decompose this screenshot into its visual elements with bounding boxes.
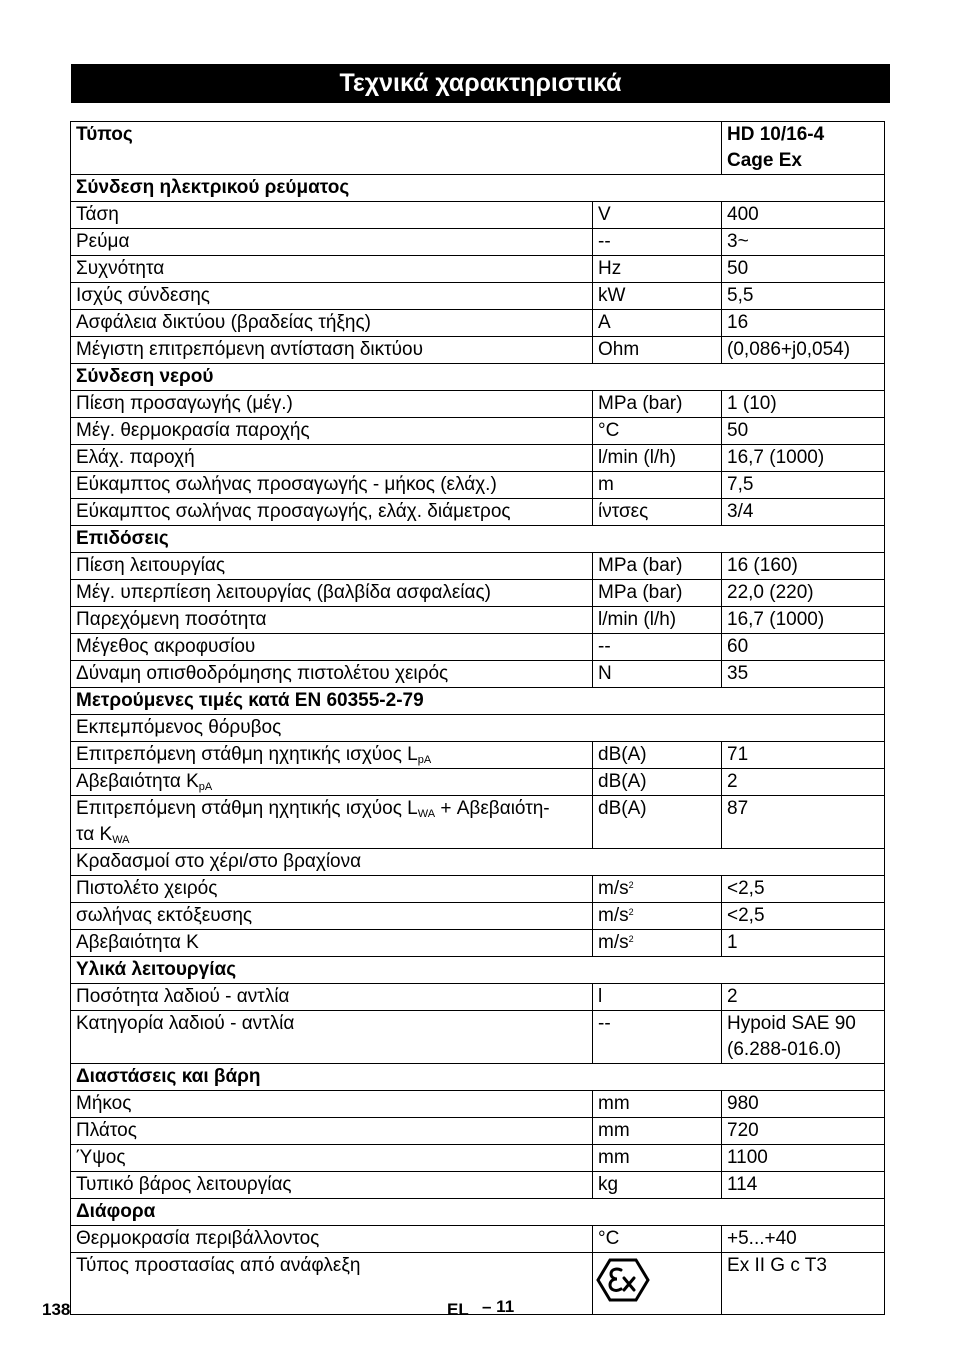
row-unit: m xyxy=(593,472,722,499)
row-label: Συχνότητα xyxy=(71,256,593,283)
row-unit: l/min (l/h) xyxy=(593,445,722,472)
table-row xyxy=(71,310,885,337)
row-label: Παρεχόμενη ποσότητα xyxy=(71,607,593,634)
table-row xyxy=(71,580,885,607)
table-row xyxy=(71,256,885,283)
row-value: Ex II G c T3 xyxy=(722,1253,885,1315)
row-label: Πιστολέτο χειρός xyxy=(71,876,593,903)
table-row xyxy=(71,742,885,769)
row-value: 114 xyxy=(722,1172,885,1199)
row-label: σωλήνας εκτόξευσης xyxy=(71,903,593,930)
row-unit: Hz xyxy=(593,256,722,283)
row-value: 22,0 (220) xyxy=(722,580,885,607)
table-row xyxy=(71,418,885,445)
row-label: Ύψος xyxy=(71,1145,593,1172)
row-unit: MPa (bar) xyxy=(593,391,722,418)
row-label: Τάση xyxy=(71,202,593,229)
table-row xyxy=(71,903,885,930)
row-label: Πλάτος xyxy=(71,1118,593,1145)
row-unit: $m/s^2$ xyxy=(593,876,722,903)
row-value: 16,7 (1000) xyxy=(722,607,885,634)
row-unit xyxy=(593,1253,722,1315)
section-performance: Επιδόσεις xyxy=(71,526,885,553)
row-value: 3/4 xyxy=(722,499,885,526)
row-unit: °C xyxy=(593,1226,722,1253)
row-unit: mm xyxy=(593,1145,722,1172)
row-unit: $m/s^2$ xyxy=(593,903,722,930)
row-label: Ασφάλεια δικτύου (βραδείας τήξης) xyxy=(71,310,593,337)
row-unit: V xyxy=(593,202,722,229)
table-row-header xyxy=(71,122,885,175)
row-unit: dB(A) xyxy=(593,769,722,796)
row-unit: °C xyxy=(593,418,722,445)
row-value: 720 xyxy=(722,1118,885,1145)
row-unit: l xyxy=(593,984,722,1011)
section-row xyxy=(71,1064,885,1091)
type-label: Τύπος xyxy=(71,122,722,175)
row-value: <2,5 xyxy=(722,903,885,930)
section-row xyxy=(71,688,885,715)
row-label: Εύκαμπτος σωλήνας προσαγωγής, ελάχ. διάμετρος xyxy=(71,499,593,526)
row-label: Πίεση προσαγωγής (μέγ.) xyxy=(71,391,593,418)
row-unit: ίντσες xyxy=(593,499,722,526)
table-row xyxy=(71,661,885,688)
row-label: Μέγιστη επιτρεπόμενη αντίσταση δικτύου xyxy=(71,337,593,364)
section-dimensions: Διαστάσεις και βάρη xyxy=(71,1064,885,1091)
table-row xyxy=(71,876,885,903)
row-value: 3~ xyxy=(722,229,885,256)
model-name: HD 10/16-4 Cage Ex xyxy=(722,122,885,175)
table-row xyxy=(71,229,885,256)
row-label: Ελάχ. παροχή xyxy=(71,445,593,472)
row-value: 7,5 xyxy=(722,472,885,499)
row-value: 2 xyxy=(722,984,885,1011)
row-value: 50 xyxy=(722,256,885,283)
row-unit: dB(A) xyxy=(593,796,722,849)
table-row xyxy=(71,283,885,310)
table-row xyxy=(71,1253,885,1315)
row-value: 16 xyxy=(722,310,885,337)
row-value: (0,086+j0,054) xyxy=(722,337,885,364)
row-label: Μέγ. θερμοκρασία παροχής xyxy=(71,418,593,445)
row-label: Θερμοκρασία περιβάλλοντος xyxy=(71,1226,593,1253)
row-label: Μήκος xyxy=(71,1091,593,1118)
section-row xyxy=(71,175,885,202)
table-row xyxy=(71,984,885,1011)
ex-explosion-protection-icon xyxy=(596,1257,650,1303)
table-row xyxy=(71,1091,885,1118)
row-label: Αβεβαιότητα $K_{pA}$ xyxy=(71,769,593,796)
row-value: 16,7 (1000) xyxy=(722,445,885,472)
row-unit: l/min (l/h) xyxy=(593,607,722,634)
page-number: 138 xyxy=(42,1300,71,1319)
table-row xyxy=(71,391,885,418)
row-label: Μέγ. υπερπίεση λειτουργίας (βαλβίδα ασφαλείας) xyxy=(71,580,593,607)
table-row xyxy=(71,337,885,364)
row-label: Επιτρεπόμενη στάθμη ηχητικής ισχύος $L_{pA}$ xyxy=(71,742,593,769)
row-label: Εύκαμπτος σωλήνας προσαγωγής - μήκος (ελάχ.) xyxy=(71,472,593,499)
table-row xyxy=(71,607,885,634)
row-value: 980 xyxy=(722,1091,885,1118)
table-row xyxy=(71,202,885,229)
table-row xyxy=(71,849,885,876)
row-unit: -- xyxy=(593,1011,722,1064)
row-label: Δύναμη οπισθοδρόμησης πιστολέτου χειρός xyxy=(71,661,593,688)
table-row xyxy=(71,930,885,957)
row-value: 50 xyxy=(722,418,885,445)
section-water: Σύνδεση νερού xyxy=(71,364,885,391)
section-row xyxy=(71,364,885,391)
row-label: Τύπος προστασίας από ανάφλεξη xyxy=(71,1253,593,1315)
row-value: Hypoid SAE 90 (6.288-016.0) xyxy=(722,1011,885,1064)
section-measured: Μετρούμενες τιμές κατά EN 60355-2-79 xyxy=(71,688,885,715)
section-row xyxy=(71,526,885,553)
section-materials: Υλικά λειτουργίας xyxy=(71,957,885,984)
row-unit: dB(A) xyxy=(593,742,722,769)
table-row xyxy=(71,499,885,526)
spec-table xyxy=(70,121,885,1315)
table-row xyxy=(71,634,885,661)
row-value: 1 (10) xyxy=(722,391,885,418)
row-label: Αβεβαιότητα K xyxy=(71,930,593,957)
row-label: Εκπεμπόμενος θόρυβος xyxy=(71,715,885,742)
section-electrical: Σύνδεση ηλεκτρικού ρεύματος xyxy=(71,175,885,202)
language-code: EL xyxy=(447,1300,469,1319)
row-label: Κατηγορία λαδιού - αντλία xyxy=(71,1011,593,1064)
row-unit: kW xyxy=(593,283,722,310)
row-unit: Ohm xyxy=(593,337,722,364)
table-row xyxy=(71,472,885,499)
section-row xyxy=(71,1199,885,1226)
row-value: 87 xyxy=(722,796,885,849)
row-value: 400 xyxy=(722,202,885,229)
row-value: 71 xyxy=(722,742,885,769)
table-row xyxy=(71,715,885,742)
row-label: Ποσότητα λαδιού - αντλία xyxy=(71,984,593,1011)
row-unit: -- xyxy=(593,634,722,661)
table-row xyxy=(71,1172,885,1199)
row-value: +5...+40 xyxy=(722,1226,885,1253)
row-label: Ρεύμα xyxy=(71,229,593,256)
table-row xyxy=(71,1118,885,1145)
row-value: 2 xyxy=(722,769,885,796)
row-unit: mm xyxy=(593,1118,722,1145)
table-row xyxy=(71,796,885,849)
table-row xyxy=(71,1011,885,1064)
row-unit: MPa (bar) xyxy=(593,580,722,607)
table-row xyxy=(71,1145,885,1172)
row-value: 1100 xyxy=(722,1145,885,1172)
row-label: Πίεση λειτουργίας xyxy=(71,553,593,580)
section-misc: Διάφορα xyxy=(71,1199,885,1226)
row-label: Τυπικό βάρος λειτουργίας xyxy=(71,1172,593,1199)
row-unit: mm xyxy=(593,1091,722,1118)
table-row xyxy=(71,445,885,472)
row-unit: -- xyxy=(593,229,722,256)
row-value: 5,5 xyxy=(722,283,885,310)
section-row xyxy=(71,957,885,984)
row-value: 60 xyxy=(722,634,885,661)
row-unit: kg xyxy=(593,1172,722,1199)
row-value: 35 xyxy=(722,661,885,688)
table-row xyxy=(71,1226,885,1253)
row-unit: MPa (bar) xyxy=(593,553,722,580)
row-label: Ισχύς σύνδεσης xyxy=(71,283,593,310)
row-unit: $m/s^2$ xyxy=(593,930,722,957)
row-label: Μέγεθος ακροφυσίου xyxy=(71,634,593,661)
row-value: 1 xyxy=(722,930,885,957)
row-value: 16 (160) xyxy=(722,553,885,580)
row-label: Επιτρεπόμενη στάθμη ηχητικής ισχύος $L_{WA} + A\beta\varepsilon\beta\alpha\iota ό\tau\eta-$ τα $K_{WA}$ xyxy=(71,796,593,849)
row-value: <2,5 xyxy=(722,876,885,903)
page-title: Τεχνικά χαρακτηριστικά xyxy=(71,64,890,103)
section-page-number: – 11 xyxy=(482,1297,515,1316)
table-row xyxy=(71,553,885,580)
table-row xyxy=(71,769,885,796)
row-unit: N xyxy=(593,661,722,688)
row-label: Κραδασμοί στο χέρι/στο βραχίονα xyxy=(71,849,885,876)
row-unit: A xyxy=(593,310,722,337)
